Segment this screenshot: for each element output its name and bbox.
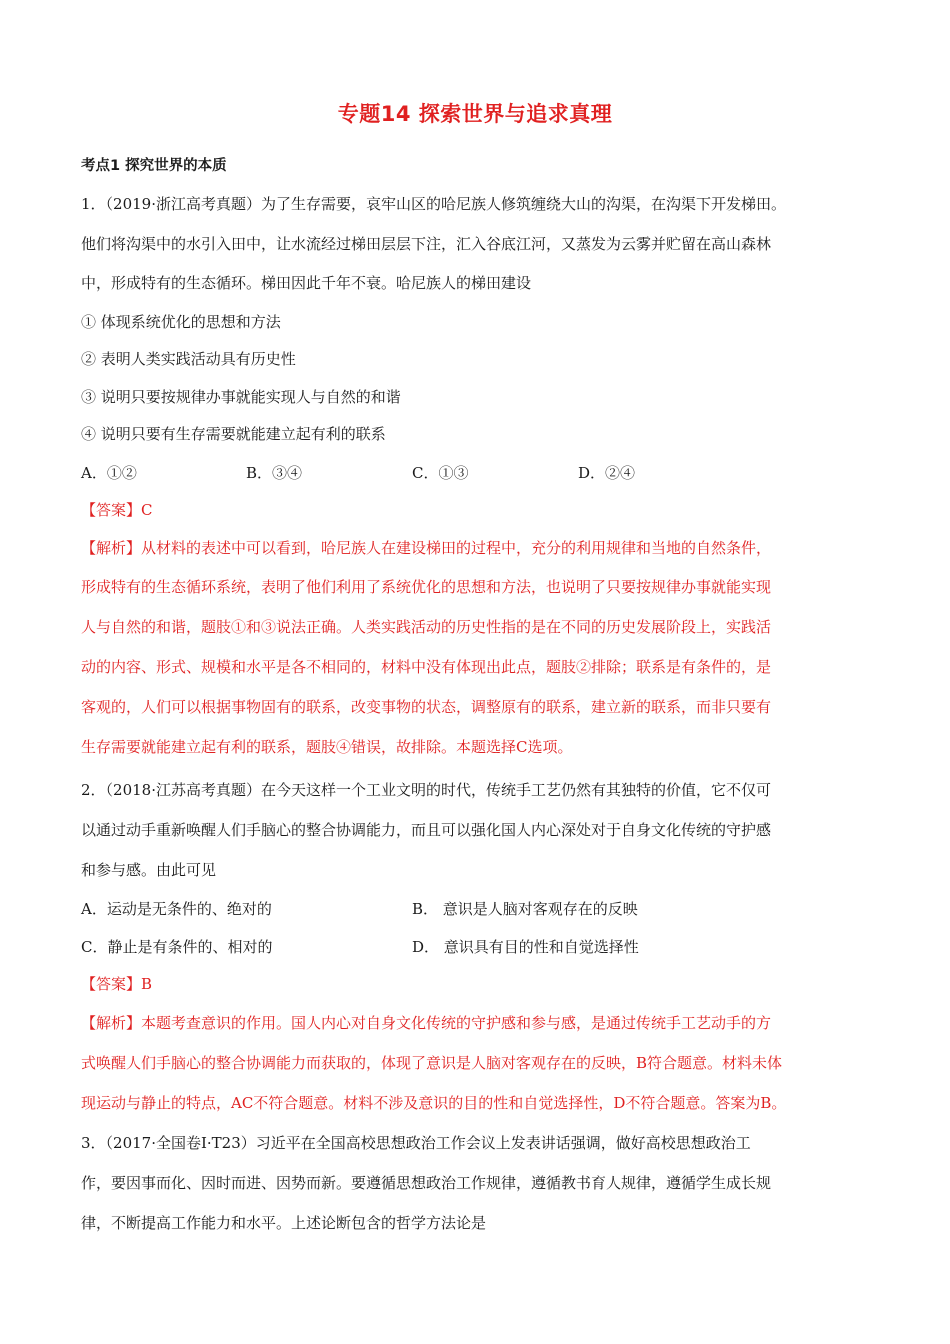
q3-stem-line: 3．（2017·全国卷Ⅰ·T23）习近平在全国高校思想政治工作会议上发表讲话强调，做好高校思想政治工: [81, 1134, 751, 1152]
q1-option-d: D．②④: [578, 464, 636, 482]
q3-stem-line: 作，要因事而化、因时而进、因势而新。要遵循思想政治工作规律，遵循教书育人规律，遵循学生成长规: [81, 1174, 772, 1192]
q2-stem-line: 以通过动手重新唤醒人们手脑心的整合协调能力，而且可以强化国人内心深处对于自身文化传统的守护感: [81, 821, 772, 839]
q1-analysis-line: 客观的，人们可以根据事物固有的联系，改变事物的状态，调整原有的联系，建立新的联系，而非只要有: [81, 698, 772, 716]
q2-stem-line: 和参与感。由此可见: [81, 861, 217, 879]
q2-option-b: B． 意识是人脑对客观存在的反映: [412, 900, 638, 918]
q1-analysis-line: 【解析】从材料的表述中可以看到，哈尼族人在建设梯田的过程中，充分的利用规律和当地的自然条件，: [81, 539, 772, 557]
q1-statement: ② 表明人类实践活动具有历史性: [81, 350, 296, 368]
q1-option-a: A．①②: [81, 464, 137, 482]
q1-statement: ① 体现系统优化的思想和方法: [81, 313, 281, 331]
q2-stem-line: 2．（2018·江苏高考真题）在今天这样一个工业文明的时代，传统手工艺仍然有其独特的价值，它不仅可: [81, 781, 771, 799]
q1-option-c: C．①③: [412, 464, 469, 482]
q1-stem-line: 中，形成特有的生态循环。梯田因此千年不衰。哈尼族人的梯田建设: [81, 274, 532, 292]
q1-stem-line: 1．（2019·浙江高考真题）为了生存需要，哀牢山区的哈尼族人修筑缠绕大山的沟渠，在沟渠下开发梯田。: [81, 195, 786, 213]
q2-option-c: C．静止是有条件的、相对的: [81, 938, 273, 956]
q1-option-b: B．③④: [246, 464, 303, 482]
q1-analysis-line: 生存需要就能建立起有利的联系，题肢④错误，故排除。本题选择C选项。: [81, 738, 573, 756]
q1-analysis-line: 形成特有的生态循环系统，表明了他们利用了系统优化的思想和方法，也说明了只要按规律办事就能实现: [81, 578, 772, 596]
q2-analysis-line: 【解析】本题考查意识的作用。国人内心对自身文化传统的守护感和参与感，是通过传统手工艺动手的方: [81, 1014, 772, 1032]
q1-analysis-line: 人与自然的和谐，题肢①和③说法正确。人类实践活动的历史性指的是在不同的历史发展阶段上，实践活: [81, 618, 772, 636]
q1-analysis-line: 动的内容、形式、规模和水平是各不相同的，材料中没有体现出此点，题肢②排除；联系是有条件的，是: [81, 658, 772, 676]
q2-option-a: A．运动是无条件的、绝对的: [81, 900, 272, 918]
q1-answer: 【答案】C: [81, 501, 153, 519]
page-title: 专题14 探索世界与追求真理: [337, 102, 613, 126]
q1-stem-line: 他们将沟渠中的水引入田中，让水流经过梯田层层下注，汇入谷底江河，又蒸发为云雾并贮留在高山森林: [81, 235, 772, 253]
q1-statement: ④ 说明只要有生存需要就能建立起有利的联系: [81, 425, 386, 443]
q2-answer: 【答案】B: [81, 975, 153, 993]
section-heading: 考点1 探究世界的本质: [81, 158, 227, 174]
q2-option-d: D． 意识具有目的性和自觉选择性: [412, 938, 639, 956]
q2-analysis-line: 式唤醒人们手脑心的整合协调能力而获取的，体现了意识是人脑对客观存在的反映，B符合题意。材料未体: [81, 1054, 783, 1072]
q1-statement: ③ 说明只要按规律办事就能实现人与自然的和谐: [81, 388, 401, 406]
q2-analysis-line: 现运动与静止的特点，AC不符合题意。材料不涉及意识的目的性和自觉选择性，D不符合题意。答案为B。: [81, 1094, 787, 1112]
q3-stem-line: 律，不断提高工作能力和水平。上述论断包含的哲学方法论是: [81, 1214, 487, 1232]
